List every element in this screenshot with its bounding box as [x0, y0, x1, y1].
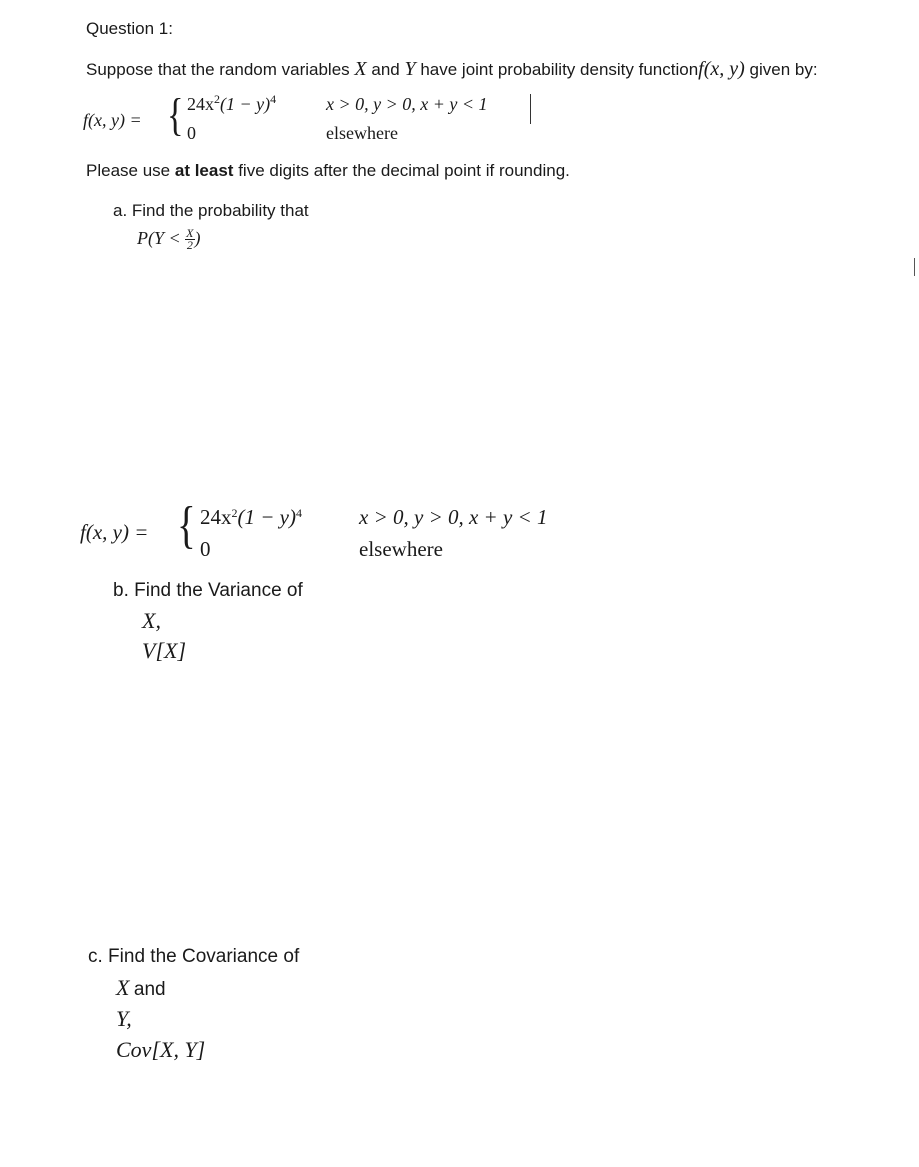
pdf-expr-sup1: 2: [214, 92, 220, 106]
pdf-condition: x > 0, y > 0, x + y < 1: [326, 94, 488, 114]
part-a-probability: [137, 228, 201, 251]
pdf-expr-main-2: 24x: [200, 505, 232, 529]
pdf-expr-mid: (1 − y): [220, 94, 271, 114]
prob-lhs: P(Y <: [137, 228, 181, 248]
part-b-label: b. Find the Variance of: [113, 580, 303, 601]
part-b-var: X,: [142, 608, 161, 633]
pdf-condition-2: x > 0, y > 0, x + y < 1: [359, 505, 548, 529]
intro-text-4: given by:: [749, 60, 818, 79]
pdf-expression: [187, 94, 276, 115]
part-c-expr: Cov[X, Y]: [116, 1037, 206, 1062]
pdf-expr-main: 24x: [187, 94, 214, 114]
question-intro: [86, 58, 818, 81]
pdf-zero-2: 0: [200, 537, 211, 561]
pdf-lhs-2: f(x, y) =: [80, 520, 149, 544]
part-b-expr: V[X]: [142, 638, 186, 663]
pdf-elsewhere-2: elsewhere: [359, 537, 443, 561]
rounding-post: five digits after the decimal point if rounding.: [238, 161, 570, 180]
part-a-label: a. Find the probability that: [113, 201, 309, 220]
intro-var-x: X: [354, 58, 367, 80]
part-c-vars: [116, 975, 166, 1001]
prob-rhs: ): [194, 228, 201, 248]
pdf-lhs: f(x, y) =: [83, 110, 142, 130]
frac-numerator: X: [186, 226, 194, 241]
edge-marker: [914, 258, 915, 276]
pdf-definition: [0, 89, 919, 152]
part-c-label: c. Find the Covariance of: [88, 946, 300, 967]
pdf-zero: 0: [187, 123, 196, 143]
rounding-bold: at least: [174, 161, 234, 180]
part-c-and: and: [133, 979, 166, 1000]
pdf-definition-repeat: [0, 497, 919, 568]
pdf-brace-2: {: [177, 497, 196, 554]
pdf-expr-mid-2: (1 − y): [237, 505, 296, 529]
intro-text-2: and: [371, 60, 400, 79]
pdf-expr-sup2-2: 4: [295, 506, 302, 520]
intro-var-y: Y: [404, 58, 416, 80]
rounding-instruction: [86, 161, 570, 181]
pdf-expression-2: [200, 505, 302, 530]
pdf-elsewhere: elsewhere: [326, 123, 398, 143]
pdf-expr-sup1-2: 2: [231, 506, 238, 520]
prob-fraction: [185, 228, 194, 251]
pdf-brace: {: [167, 89, 184, 140]
rounding-pre: Please use: [86, 161, 171, 180]
part-c-var-y: Y,: [116, 1006, 132, 1031]
frac-denominator: 2: [186, 238, 193, 253]
intro-func: f(x, y): [698, 58, 745, 80]
intro-text-3: have joint probability density function: [420, 60, 699, 79]
part-c-var-x: X: [116, 975, 130, 1000]
question-title: Question 1:: [86, 19, 173, 38]
intro-text-1: Suppose that the random variables: [86, 60, 350, 79]
text-cursor: [530, 94, 531, 124]
pdf-expr-sup2: 4: [270, 92, 277, 106]
